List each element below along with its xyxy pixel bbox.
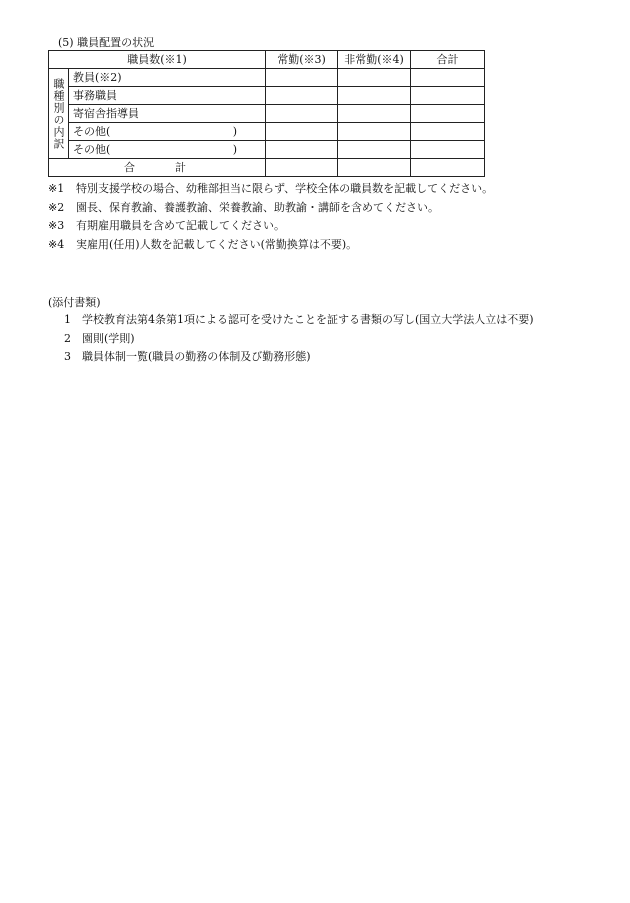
cell-fulltime[interactable] — [266, 69, 338, 87]
category-label: 職種別の内訳 — [49, 69, 69, 159]
row-label-other[interactable] — [69, 141, 266, 159]
header-parttime: 非常勤(※4) — [338, 51, 411, 69]
note-text: 特別支援学校の場合、幼稚部担当に限らず、学校全体の職員数を記載してください。 — [76, 182, 494, 195]
note-text: 有期雇用職員を含めて記載してください。 — [76, 219, 285, 232]
notes — [48, 180, 493, 254]
attachments-list — [64, 311, 534, 367]
note-mark: ※2 — [48, 200, 65, 214]
cell-parttime[interactable] — [338, 123, 411, 141]
cell-total[interactable] — [411, 141, 485, 159]
row-label-other[interactable] — [69, 123, 266, 141]
table-row — [49, 69, 485, 87]
attachment-text: 園則(学則) — [82, 331, 135, 345]
other-open: その他( — [73, 143, 111, 156]
cell-fulltime[interactable] — [266, 105, 338, 123]
note-mark: ※4 — [48, 237, 65, 251]
cell-fulltime[interactable] — [266, 159, 338, 177]
total-label: 合計 — [49, 159, 266, 177]
cell-parttime[interactable] — [338, 87, 411, 105]
table-row — [49, 87, 485, 105]
note-item — [48, 180, 493, 199]
row-label: 寄宿舎指導員 — [69, 105, 266, 123]
table-total-row — [49, 159, 485, 177]
other-close: ) — [232, 125, 237, 138]
cell-total[interactable] — [411, 159, 485, 177]
staff-table — [48, 50, 485, 177]
cell-parttime[interactable] — [338, 105, 411, 123]
table-row — [49, 141, 485, 159]
note-mark: ※1 — [48, 182, 65, 195]
header-total: 合計 — [411, 51, 485, 69]
row-label: 教員(※2) — [69, 69, 266, 87]
cell-total[interactable] — [411, 69, 485, 87]
attachment-text: 学校教育法第4条第1項による認可を受けたことを証する書類の写し(国立大学法人立は不要) — [82, 313, 534, 326]
list-item — [64, 330, 534, 349]
note-mark: ※3 — [48, 219, 65, 232]
table-row — [49, 105, 485, 123]
cell-fulltime[interactable] — [266, 123, 338, 141]
note-text: 実雇用(任用)人数を記載してください(常勤換算は不要)。 — [76, 237, 358, 251]
attachment-number: 2 — [64, 331, 71, 345]
attachments-title: (添付書類) — [48, 296, 101, 309]
table-row — [49, 123, 485, 141]
cell-total[interactable] — [411, 123, 485, 141]
cell-fulltime[interactable] — [266, 141, 338, 159]
cell-total[interactable] — [411, 105, 485, 123]
list-item — [64, 348, 534, 367]
other-close: ) — [232, 143, 237, 156]
attachment-number: 1 — [64, 313, 71, 326]
note-text: 園長、保育教諭、養護教諭、栄養教諭、助教諭・講師を含めてください。 — [76, 200, 439, 214]
cell-parttime[interactable] — [338, 69, 411, 87]
note-item — [48, 199, 493, 218]
note-item — [48, 236, 493, 255]
list-item — [64, 311, 534, 330]
cell-fulltime[interactable] — [266, 87, 338, 105]
cell-parttime[interactable] — [338, 159, 411, 177]
attachment-text: 職員体制一覧(職員の勤務の体制及び勤務形態) — [82, 350, 311, 363]
table-header-row — [49, 51, 485, 69]
cell-parttime[interactable] — [338, 141, 411, 159]
row-label: 事務職員 — [69, 87, 266, 105]
attachment-number: 3 — [64, 350, 71, 363]
header-staff-count: 職員数(※1) — [49, 51, 266, 69]
header-fulltime: 常勤(※3) — [266, 51, 338, 69]
note-item — [48, 217, 493, 236]
other-open: その他( — [73, 125, 111, 138]
cell-total[interactable] — [411, 87, 485, 105]
section-title: (5) 職員配置の状況 — [58, 36, 155, 49]
